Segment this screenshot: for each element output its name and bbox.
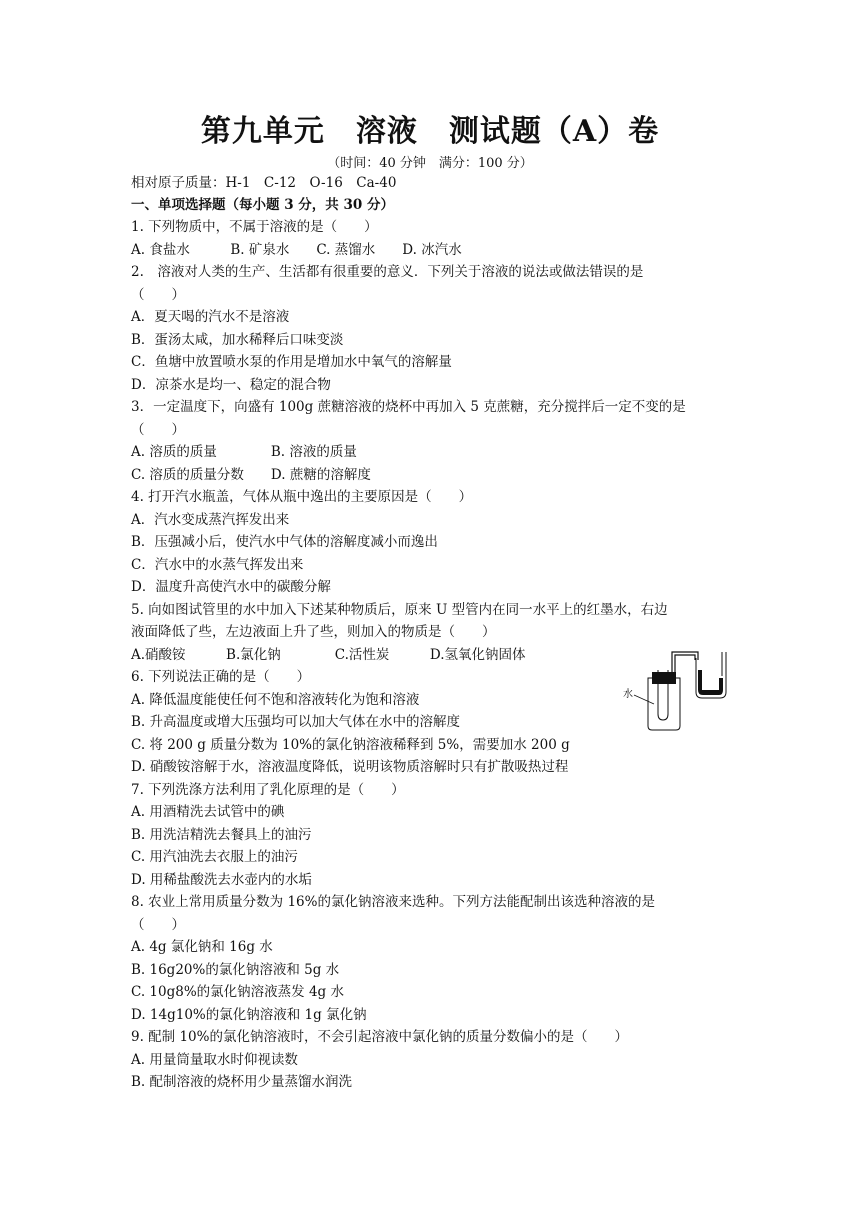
question-line: D．温度升高使汽水中的碳酸分解 (131, 579, 331, 595)
question-line: B. 16g20%的氯化钠溶液和 5g 水 (131, 961, 340, 978)
question-line: A.硝酸铵 B.氯化钠 C.活性炭 D.氢氧化钠固体 (131, 646, 526, 663)
exam-title: 第九单元 溶液 测试题（A）卷 (200, 114, 660, 149)
exam-subtitle: （时间：40 分钟 满分：100 分） (327, 156, 533, 171)
question-line: A. 4g 氯化钠和 16g 水 (131, 939, 273, 955)
question-line: A．夏天喝的汽水不是溶液 (131, 309, 290, 325)
question-line: C．汽水中的水蒸气挥发出来 (131, 556, 304, 573)
question-line: （ ） (131, 916, 185, 933)
flask (648, 678, 680, 730)
stopper (652, 672, 676, 684)
question-line: A. 食盐水 B. 矿泉水 C. 蒸馏水 D. 冰汽水 (131, 241, 462, 258)
question-line: C. 10g8%的氯化钠溶液蒸发 4g 水 (131, 984, 344, 1000)
question-line: A. 用量筒量取水时仰视读数 (131, 1051, 298, 1068)
question-line: B. 用洗洁精洗去餐具上的油污 (131, 826, 312, 843)
question-line: （ ） (131, 286, 185, 303)
red-ink-liquid (698, 670, 723, 695)
question-line: A. 用酒精洗去试管中的碘 (131, 804, 285, 820)
question-line: A. 溶质的质量 B. 溶液的质量 (131, 444, 357, 460)
question-line: C. 用汽油洗去衣服上的油污 (131, 849, 298, 865)
question-line: 7. 下列洗涤方法利用了乳化原理的是（ ） (131, 781, 405, 798)
question-line: 5. 向如图试管里的水中加入下述某种物质后，原来 U 型管内在同一水平上的红墨水，右边 (131, 601, 668, 618)
u-tube-apparatus-figure (622, 648, 730, 732)
question-line: C. 将 200 g 质量分数为 10%的氯化钠溶液稀释到 5%，需要加水 200 g (131, 736, 570, 753)
atomic-masses: 相对原子质量：H-1 C-12 O-16 Ca-40 (131, 175, 397, 191)
question-line: 8. 农业上常用质量分数为 16%的氯化钠溶液来选种。下列方法能配制出该选种溶液的是 (131, 894, 655, 910)
section-heading: 一、单项选择题（每小题 3 分，共 30 分） (131, 197, 394, 213)
question-line: C．鱼塘中放置喷水泵的作用是增加水中氧气的溶解量 (131, 354, 452, 370)
question-line: 1. 下列物质中，不属于溶液的是（ ） (131, 219, 378, 235)
question-line: 2. 溶液对人类的生产、生活都有很重要的意义．下列关于溶液的说法或做法错误的是 (131, 264, 644, 280)
question-line: B．压强减小后，使汽水中气体的溶解度减小而逸出 (131, 534, 438, 550)
question-line: C. 溶质的质量分数 D. 蔗糖的溶解度 (131, 466, 371, 483)
question-line: 6. 下列说法正确的是（ ） (131, 669, 311, 685)
question-line: D．凉茶水是均一、稳定的混合物 (131, 376, 331, 393)
question-line: B．蛋汤太咸，加水稀释后口味变淡 (131, 331, 344, 348)
question-line: （ ） (131, 421, 185, 438)
question-line: A．汽水变成蒸汽挥发出来 (131, 511, 290, 528)
question-line: B. 升高温度或增大压强均可以加大气体在水中的溶解度 (131, 714, 461, 730)
question-line: D. 用稀盐酸洗去水壶内的水垢 (131, 871, 312, 888)
question-line: 液面降低了些，左边液面上升了些，则加入的物质是（ ） (131, 624, 496, 640)
question-line: D. 硝酸铵溶解于水，溶液温度降低，说明该物质溶解时只有扩散吸热过程 (131, 759, 569, 775)
question-line: D. 14g10%的氯化钠溶液和 1g 氯化钠 (131, 1006, 367, 1023)
question-line: B. 配制溶液的烧杯用少量蒸馏水润洗 (131, 1074, 353, 1090)
question-line: 4. 打开汽水瓶盖，气体从瓶中逸出的主要原因是（ ） (131, 489, 473, 505)
question-line: 9. 配制 10%的氯化钠溶液时，不会引起溶液中氯化钠的质量分数偏小的是（ ） (131, 1029, 628, 1045)
question-line: 3．一定温度下，向盛有 100g 蔗糖溶液的烧杯中再加入 5 克蔗糖，充分搅拌后一定不变的是 (131, 399, 686, 415)
water-label: 水 (623, 689, 633, 700)
question-line: A. 降低温度能使任何不饱和溶液转化为饱和溶液 (131, 691, 420, 708)
label-pointer (634, 695, 654, 704)
